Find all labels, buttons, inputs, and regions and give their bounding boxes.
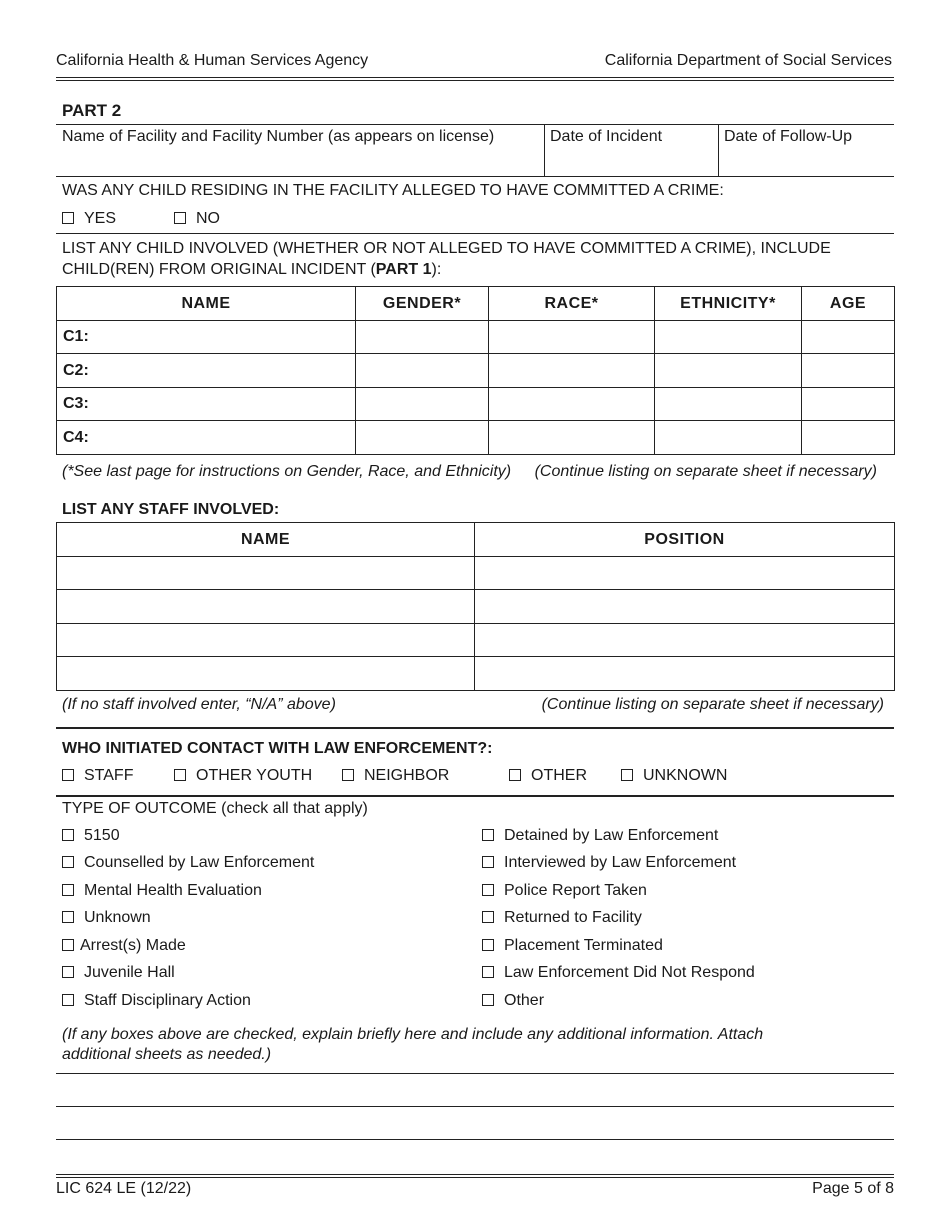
outcome-option[interactable]: Law Enforcement Did Not Respond [482, 964, 755, 982]
race-cell[interactable] [489, 388, 655, 421]
checkbox-icon[interactable] [342, 769, 354, 781]
outcome-option[interactable]: Placement Terminated [482, 937, 663, 955]
col-gender: GENDER* [356, 287, 489, 321]
ethnicity-cell[interactable] [655, 421, 802, 455]
col-name: NAME [57, 287, 356, 321]
position-cell[interactable] [475, 624, 895, 657]
position-cell[interactable] [475, 557, 895, 590]
checkbox-icon[interactable] [174, 769, 186, 781]
staff-table [56, 522, 895, 691]
crime-yes-option[interactable]: YES [62, 210, 116, 228]
agency-header: California Health & Human Services Agency [56, 52, 369, 69]
crime-question: WAS ANY CHILD RESIDING IN THE FACILITY ALLEGED TO HAVE COMMITTED A CRIME: [62, 182, 724, 199]
checkbox-icon[interactable] [482, 966, 494, 978]
ethnicity-cell[interactable] [655, 321, 802, 354]
children-note-left: (*See last page for instructions on Gender, Race, and Ethnicity) [62, 463, 512, 480]
checkbox-icon[interactable] [482, 939, 494, 951]
contact-option-other-youth[interactable]: OTHER YOUTH [174, 767, 312, 785]
checkbox-icon[interactable] [62, 829, 74, 841]
outcome-option[interactable]: Juvenile Hall [62, 964, 175, 982]
outcome-option[interactable]: Interviewed by Law Enforcement [482, 854, 736, 872]
contact-option-other[interactable]: OTHER [509, 767, 587, 785]
outcome-title: TYPE OF OUTCOME (check all that apply) [62, 800, 368, 817]
age-cell[interactable] [802, 388, 895, 421]
outcome-option[interactable]: Unknown [62, 909, 151, 927]
ethnicity-cell[interactable] [655, 354, 802, 388]
race-cell[interactable] [489, 321, 655, 354]
crime-no-option[interactable]: NO [174, 210, 220, 228]
checkbox-icon[interactable] [482, 884, 494, 896]
department-header: California Department of Social Services [604, 52, 892, 69]
checkbox-icon[interactable] [62, 966, 74, 978]
outcome-option[interactable]: Mental Health Evaluation [62, 882, 262, 900]
col-age: AGE [802, 287, 895, 321]
gender-cell[interactable] [356, 354, 489, 388]
outcome-option[interactable]: Arrest(s) Made [62, 937, 186, 955]
part-title: PART 2 [62, 101, 122, 120]
col-ethnicity: ETHNICITY* [655, 287, 802, 321]
checkbox-icon[interactable] [62, 856, 74, 868]
explain-write-line[interactable] [56, 1073, 894, 1074]
header-rule [56, 77, 894, 78]
child-name-cell[interactable]: C4: [57, 421, 356, 455]
checkbox-icon[interactable] [62, 939, 74, 951]
date-of-incident-label: Date of Incident [550, 128, 663, 145]
checkbox-icon[interactable] [509, 769, 521, 781]
outcome-option[interactable]: Police Report Taken [482, 882, 647, 900]
table-row [57, 388, 895, 421]
date-of-followup-label: Date of Follow-Up [724, 128, 853, 145]
explain-write-line[interactable] [56, 1106, 894, 1107]
checkbox-icon[interactable] [482, 911, 494, 923]
checkbox-icon[interactable] [62, 212, 74, 224]
table-row [57, 657, 895, 691]
checkbox-icon[interactable] [62, 911, 74, 923]
col-race: RACE* [489, 287, 655, 321]
footer-rule-2 [56, 1177, 894, 1178]
contact-question: WHO INITIATED CONTACT WITH LAW ENFORCEMENT?: [62, 740, 493, 757]
table-row [57, 354, 895, 388]
table-row [57, 624, 895, 657]
position-cell[interactable] [475, 657, 895, 691]
race-cell[interactable] [489, 354, 655, 388]
outcome-option[interactable]: Counselled by Law Enforcement [62, 854, 314, 872]
outcome-option[interactable]: Other [482, 992, 544, 1010]
checkbox-icon[interactable] [62, 994, 74, 1006]
facility-field-label: Name of Facility and Facility Number (as appears on license) [62, 128, 495, 145]
col-staff-name: NAME [57, 523, 475, 557]
header-rule-2 [56, 80, 894, 81]
explain-line1: (If any boxes above are checked, explain briefly here and include any additional information. Attach [62, 1026, 764, 1043]
explain-line2: additional sheets as needed.) [62, 1046, 272, 1063]
children-table [56, 286, 895, 455]
checkbox-icon[interactable] [62, 884, 74, 896]
child-name-cell[interactable]: C1: [57, 321, 356, 354]
race-cell[interactable] [489, 421, 655, 455]
position-cell[interactable] [475, 590, 895, 624]
col-position: POSITION [475, 523, 895, 557]
children-intro-line1: LIST ANY CHILD INVOLVED (WHETHER OR NOT ALLEGED TO HAVE COMMITTED A CRIME), INCLUDE [62, 240, 831, 257]
checkbox-icon[interactable] [482, 829, 494, 841]
checkbox-icon[interactable] [174, 212, 186, 224]
gender-cell[interactable] [356, 421, 489, 455]
age-cell[interactable] [802, 354, 895, 388]
gender-cell[interactable] [356, 321, 489, 354]
ethnicity-cell[interactable] [655, 388, 802, 421]
child-name-cell[interactable]: C2: [57, 354, 356, 388]
gender-cell[interactable] [356, 388, 489, 421]
children-note-right: (Continue listing on separate sheet if necessary) [534, 463, 877, 480]
staff-name-cell[interactable] [57, 590, 475, 624]
staff-name-cell[interactable] [57, 624, 475, 657]
children-intro-line2: CHILD(REN) FROM ORIGINAL INCIDENT (PART 1): [62, 261, 442, 278]
table-row [57, 421, 895, 455]
form-number: LIC 624 LE (12/22) [56, 1180, 192, 1197]
outcome-option[interactable]: 5150 [62, 827, 120, 845]
table-row [57, 321, 895, 354]
child-name-cell[interactable]: C3: [57, 388, 356, 421]
outcome-option[interactable]: Detained by Law Enforcement [482, 827, 718, 845]
staff-name-cell[interactable] [57, 557, 475, 590]
checkbox-icon[interactable] [62, 769, 74, 781]
staff-title: LIST ANY STAFF INVOLVED: [62, 501, 280, 518]
contact-option-staff[interactable]: STAFF [62, 767, 133, 785]
outcome-option[interactable]: Staff Disciplinary Action [62, 992, 251, 1010]
checkbox-icon[interactable] [621, 769, 633, 781]
staff-note-right: (Continue listing on separate sheet if necessary) [541, 696, 884, 713]
checkbox-icon[interactable] [482, 994, 494, 1006]
checkbox-icon[interactable] [482, 856, 494, 868]
staff-note-left: (If no staff involved enter, “N/A” above) [62, 696, 336, 713]
contact-option-neighbor[interactable]: NEIGHBOR [342, 767, 449, 785]
footer-rule [56, 1174, 894, 1175]
age-cell[interactable] [802, 321, 895, 354]
page-number: Page 5 of 8 [812, 1180, 894, 1197]
age-cell[interactable] [802, 421, 895, 455]
explain-write-line[interactable] [56, 1139, 894, 1140]
staff-name-cell[interactable] [57, 657, 475, 691]
table-row [57, 557, 895, 590]
outcome-option[interactable]: Returned to Facility [482, 909, 642, 927]
table-row [57, 590, 895, 624]
contact-option-unknown[interactable]: UNKNOWN [621, 767, 727, 785]
part-rule [56, 124, 894, 125]
